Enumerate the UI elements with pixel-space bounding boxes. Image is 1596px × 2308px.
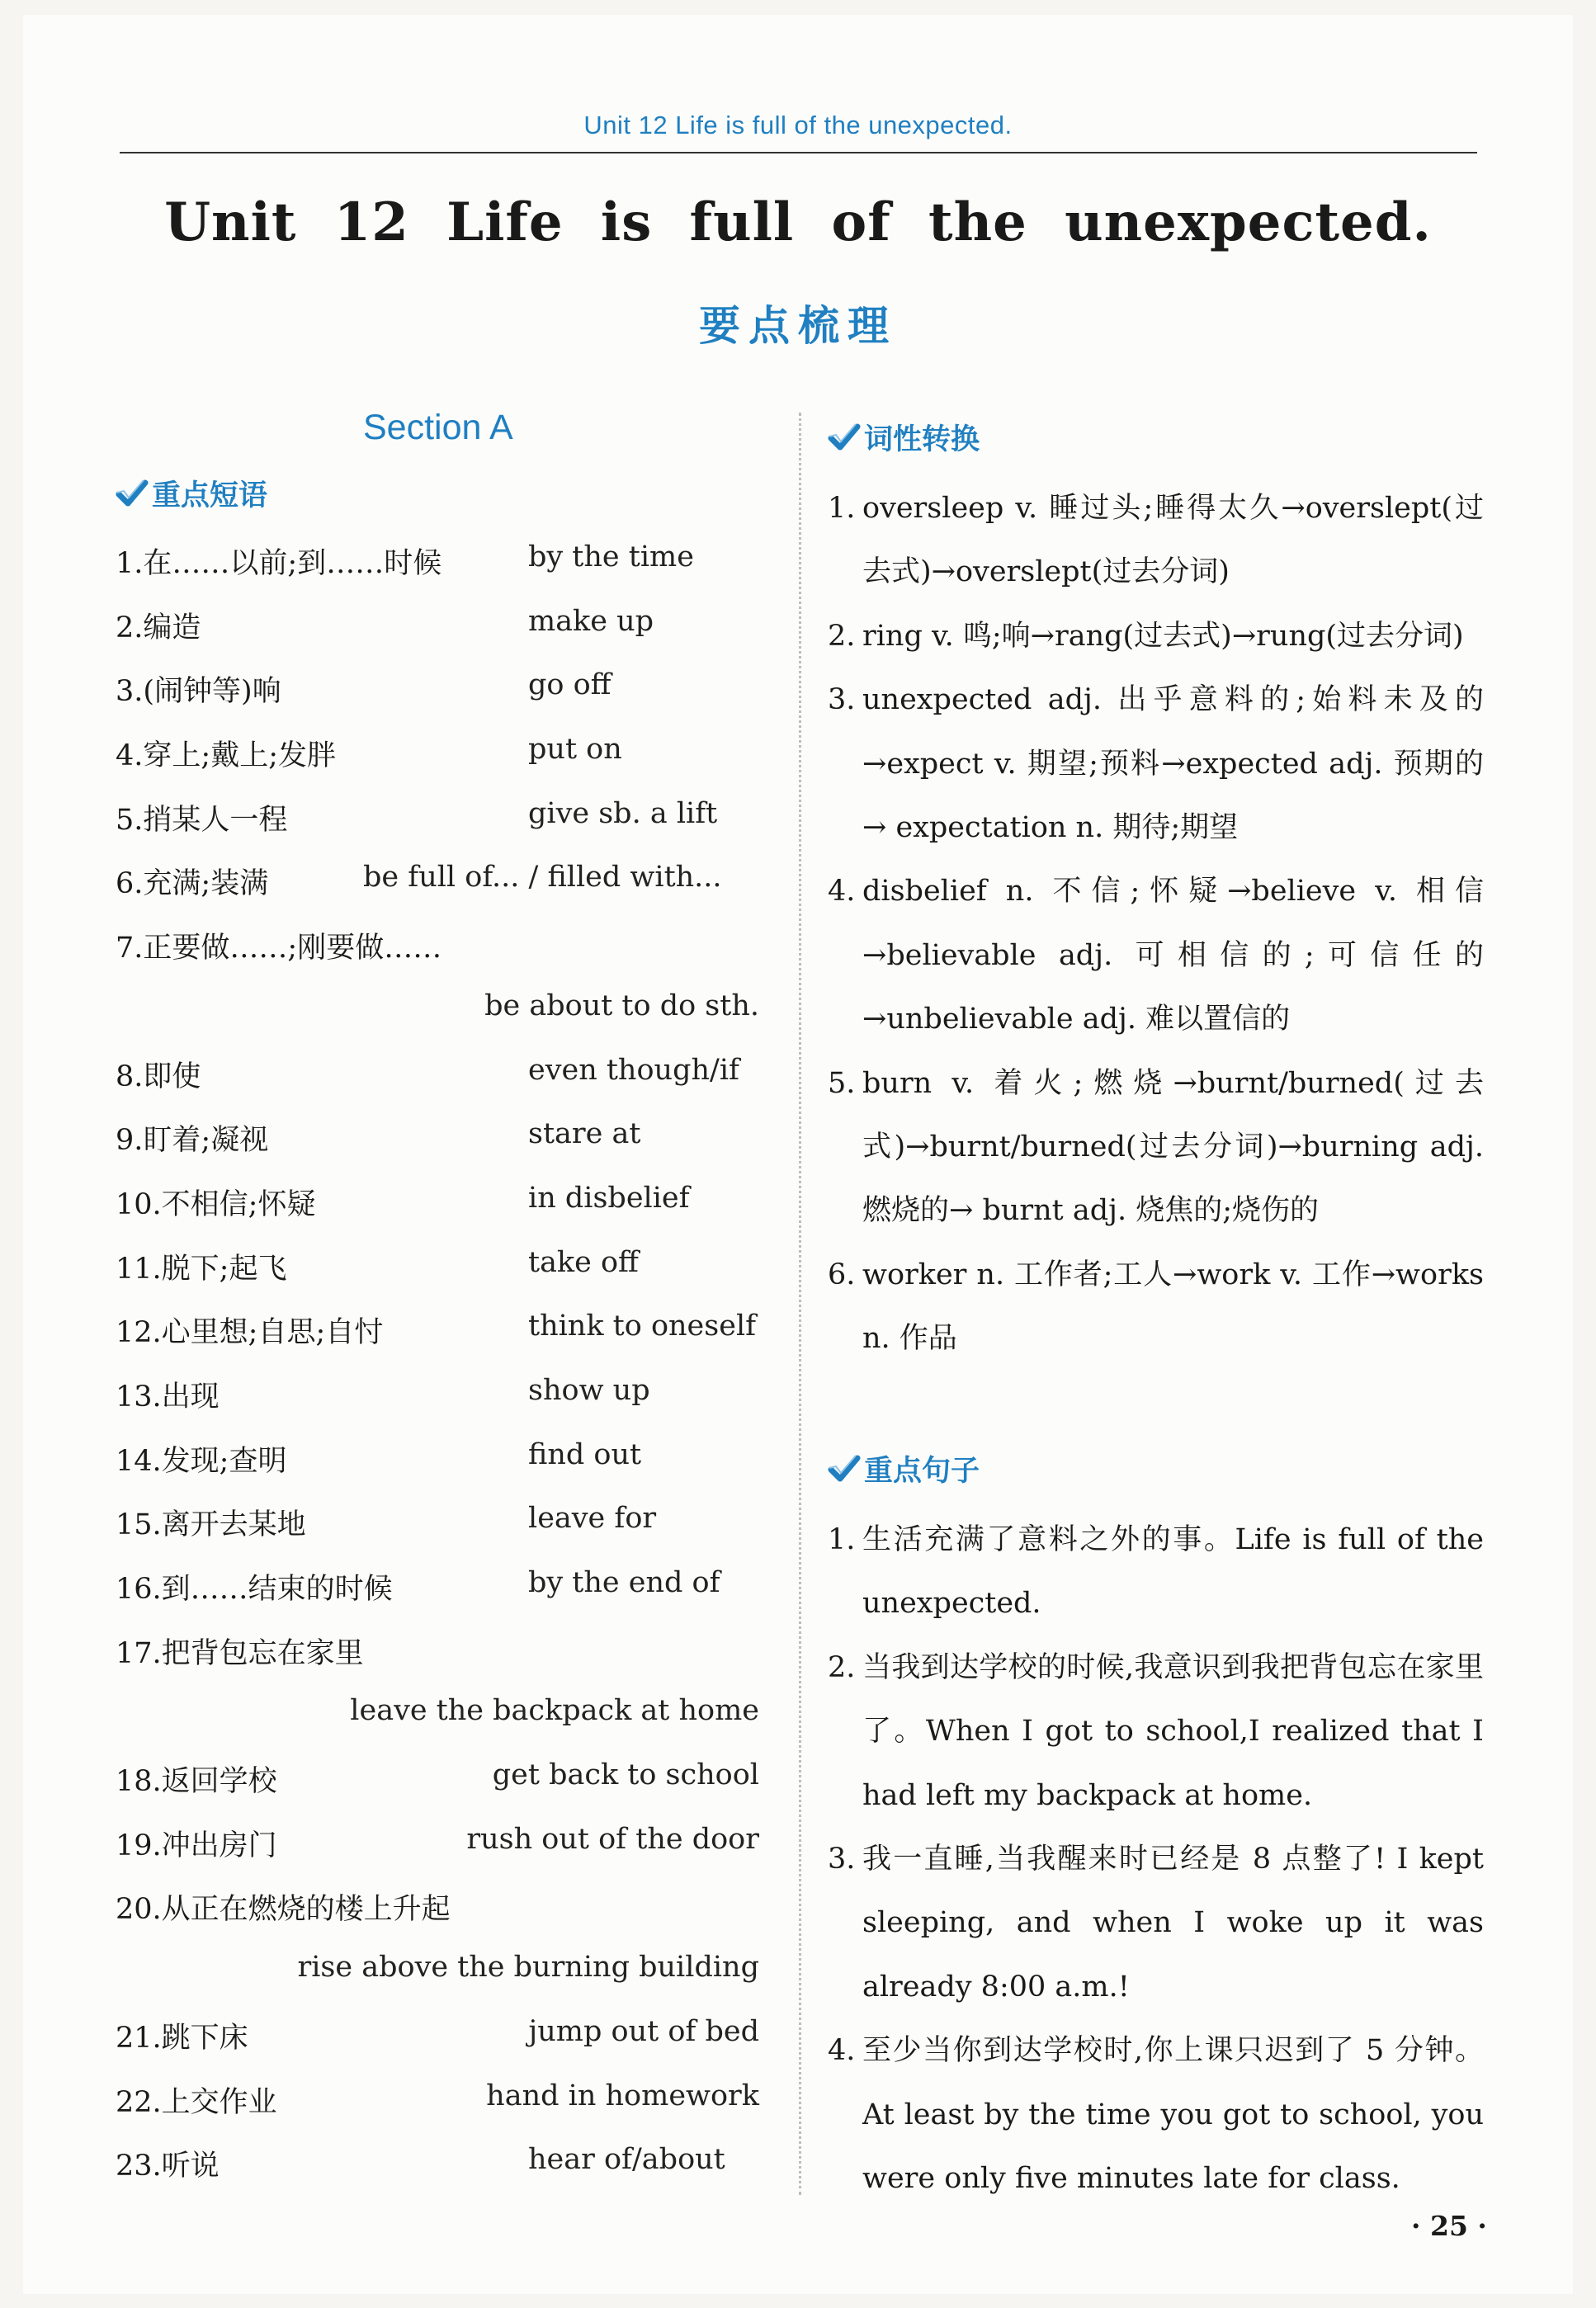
list-item: 4. 至少当你到达学校时,你上课只迟到了 5 分钟。At least by the time you got to school, you were only five minutes late for class. xyxy=(828,2034,1484,2196)
running-head: Unit 12 Life is full of the unexpected. xyxy=(583,111,1013,139)
check-icon xyxy=(828,422,861,453)
sentences-list xyxy=(828,1508,1484,2211)
list-item-continuation: be about to do sth. xyxy=(484,989,759,1022)
list-item: 3.(闹钟等)响 go off xyxy=(116,668,611,709)
list-item: 7.正要做……;刚要做…… xyxy=(116,932,442,965)
list-item: 18.返回学校 get back to school xyxy=(116,1758,759,1799)
list-item-continuation: rise above the burning building xyxy=(297,1951,759,1985)
list-item: 10.不相信;怀疑 in disbelief xyxy=(116,1181,690,1221)
list-item: 1. oversleep v. 睡过头;睡得太久→overslept(过去式)→overslept(过去分词) xyxy=(828,492,1484,589)
page-title: Unit 12 Life is full of the unexpected. xyxy=(164,191,1432,253)
list-item: 21.跳下床 jump out of bed xyxy=(116,2014,759,2055)
list-item: 3. unexpected adj. 出乎意料的;始料未及的→expect v. 期望;预料→expected adj. 预期的→ expectation n. 期待;期望 xyxy=(828,683,1484,845)
list-item: 14.发现;查明 find out xyxy=(116,1437,642,1478)
phrases-header xyxy=(116,473,267,514)
list-item-continuation: leave the backpack at home xyxy=(350,1694,759,1728)
list-item: 9.盯着;凝视 stare at xyxy=(116,1117,641,1158)
list-item: 6. worker n. 工作者;工人→work v. 工作→works n. 作品 xyxy=(828,1258,1484,1356)
list-item: 12.心里想;自思;自忖 think to oneself xyxy=(116,1310,757,1350)
section-title: Section A xyxy=(363,408,513,447)
list-item: 22.上交作业 hand in homework xyxy=(116,2079,759,2119)
phrases-header-label: 重点短语 xyxy=(152,479,268,512)
page-number: · 25 · xyxy=(1411,2210,1487,2242)
phrase-list xyxy=(116,540,767,2207)
list-item: 4. disbelief n. 不信;怀疑→believe v. 相信→believable adj. 可相信的;可信任的→unbelievable adj. 难以置信的 xyxy=(828,875,1484,1036)
list-item: 23.听说 hear of/about xyxy=(116,2143,725,2183)
check-icon xyxy=(828,1453,861,1484)
check-icon xyxy=(116,478,149,509)
list-item: 1. 生活充满了意料之外的事。Life is full of the unexpected. xyxy=(828,1523,1484,1621)
list-item: 15.离开去某地 leave for xyxy=(116,1502,657,1542)
sub-title: 要点梳理 xyxy=(699,302,897,350)
list-item: 17.把背包忘在家里 xyxy=(116,1636,364,1670)
list-item: 16.到……结束的时候 by the end of xyxy=(116,1566,720,1606)
column-divider xyxy=(799,413,801,2195)
list-item: 20.从正在燃烧的楼上升起 xyxy=(116,1893,451,1927)
list-item: 2. 当我到达学校的时候,我意识到我把背包忘在家里了。When I got to school,I realized that I had left my backpack at home. xyxy=(828,1650,1484,1812)
list-item: 3. 我一直睡,当我醒来时已经是 8 点整了! I kept sleeping, and when I woke up it was already 8:00 a.m.! xyxy=(828,1843,1484,2004)
list-item: 5. burn v. 着火;燃烧→burnt/burned(过去式)→burnt/burned(过去分词)→burning adj. 燃烧的→ burnt adj. 烧焦的;烧伤的 xyxy=(828,1066,1484,1228)
list-item: 8.即使 even though/if xyxy=(116,1053,739,1093)
list-item: 5.捎某人一程 give sb. a lift xyxy=(116,796,718,837)
list-item: 11.脱下;起飞 take off xyxy=(116,1245,639,1286)
word-forms-list xyxy=(828,477,1484,1371)
list-item: 19.冲出房门 rush out of the door xyxy=(116,1822,759,1862)
list-item: 1.在……以前;到……时候 by the time xyxy=(116,540,694,580)
sentences-header xyxy=(828,1448,980,1489)
list-item: 13.出现 show up xyxy=(116,1373,650,1414)
list-item: 6.充满;装满 be full of... / filled with... xyxy=(116,861,722,901)
list-item: 2. ring v. 鸣;响→rang(过去式)→rung(过去分词) xyxy=(828,619,1464,653)
list-item: 2.编造 make up xyxy=(116,604,654,644)
header-rule xyxy=(120,152,1477,153)
word-forms-header-label: 词性转换 xyxy=(864,423,980,456)
sentences-header-label: 重点句子 xyxy=(864,1455,980,1488)
word-forms-header xyxy=(828,417,980,458)
list-item: 4.穿上;戴上;发胖 put on xyxy=(116,733,622,773)
